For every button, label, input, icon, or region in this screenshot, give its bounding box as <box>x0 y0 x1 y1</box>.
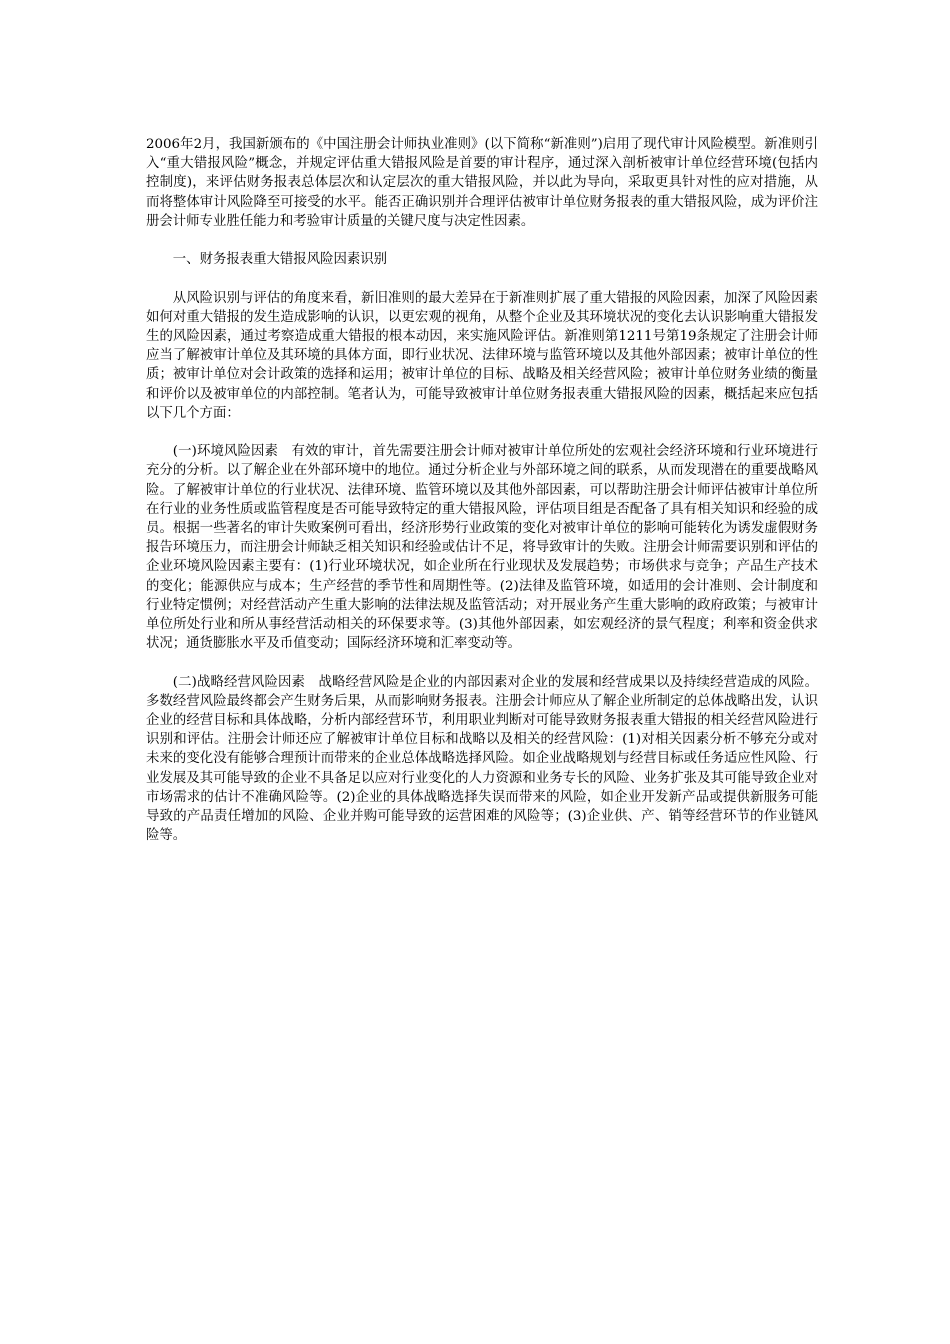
body-paragraph: (一)环境风险因素 有效的审计，首先需要注册会计师对被审计单位所处的宏观社会经济环境和行业环境进行充分的分析。以了解企业在外部环境中的地位。通过分析企业与外部环境之间的联系，从而发现潜在的重要战略风险。了解被审计单位的行业状况、法律环境、监管环境以及其他外部因素，可以帮助注册会计师评估被审计单位所在行业的业务性质或监管程度是否可能导致特定的重大错报风险，评估项目组是否配备了具有相关知识和经验的成员。根据一些著名的审计失败案例可看出，经济形势行业政策的变化对被审计单位的影响可能转化为诱发虚假财务报告环境压力，而注册会计师缺乏相关知识和经验或估计不足，将导致审计的失败。注册会计师需要识别和评估的企业环境风险因素主要有：(1)行业环境状况，如企业所在行业现状及发展趋势；市场供求与竞争；产品生产技术的变化；能源供应与成本；生产经营的季节性和周期性等。(2)法律及监管环境，如适用的会计准则、会计制度和行业特定惯例；对经营活动产生重大影响的法律法规及监管活动；对开展业务产生重大影响的政府政策；与被审计单位所处行业和所从事经营活动相关的环保要求等。(3)其他外部因素，如宏观经济的景气程度；利率和资金供求状况；通货膨胀水平及币值变动；国际经济环境和汇率变动等。 <box>146 444 818 652</box>
intro-paragraph: 2006年2月，我国新颁布的《中国注册会计师执业准则》(以下简称“新准则”)启用了现代审计风险模型。新准则引入“重大错报风险”概念，并规定评估重大错报风险是首要的审计程序，通过深入剖析被审计单位经营环境(包括内控制度)，来评估财务报表总体层次和认定层次的重大错报风险，并以此为导向，采取更具针对性的应对措施，从而将整体审计风险降至可接受的水平。能否正确识别并合理评估被审计单位财务报表的重大错报风险，成为评价注册会计师专业胜任能力和考验审计质量的关键尺度与决定性因素。 <box>146 137 818 229</box>
section-heading: 一、财务报表重大错报风险因素识别 <box>172 252 388 268</box>
document-body <box>146 135 818 865</box>
body-paragraph: (二)战略经营风险因素 战略经营风险是企业的内部因素对企业的发展和经营成果以及持续经营造成的风险。多数经营风险最终都会产生财务后果，从而影响财务报表。注册会计师应从了解企业所制定的总体战略出发，认识企业的经营目标和具体战略，分析内部经营环节，利用职业判断对可能导致财务报表重大错报的相关经营风险进行识别和评估。注册会计师还应了解被审计单位目标和战略以及相关的经营风险：(1)对相关因素分析不够充分或对未来的变化没有能够合理预计而带来的企业总体战略选择风险。如企业战略规划与经营目标或任务适应性风险、行业发展及其可能导致的企业不具备足以应对行业变化的人力资源和业务专长的风险、业务扩张及其可能导致企业对市场需求的估计不准确风险等。(2)企业的具体战略选择失误而带来的风险，如企业开发新产品或提供新服务可能导致的产品责任增加的风险、企业并购可能导致的运营困难的风险等；(3)企业供、产、销等经营环节的作业链风险等。 <box>146 674 818 844</box>
body-paragraph: 从风险识别与评估的角度来看，新旧准则的最大差异在于新准则扩展了重大错报的风险因素，加深了风险因素如何对重大错报的发生造成影响的认识，以更宏观的视角，从整个企业及其环境状况的变化去认识影响重大错报发生的风险因素，通过考察造成重大错报的根本动因，来实施风险评估。新准则第1211号第19条规定了注册会计师应当了解被审计单位及其环境的具体方面，即行业状况、法律环境与监管环境以及其他外部因素；被审计单位的性质；被审计单位对会计政策的选择和运用；被审计单位的目标、战略及相关经营风险；被审计单位财务业绩的衡量和评价以及被审单位的内部控制。笔者认为，可能导致被审计单位财务报表重大错报风险的因素，概括起来应包括以下几个方面： <box>146 290 818 421</box>
